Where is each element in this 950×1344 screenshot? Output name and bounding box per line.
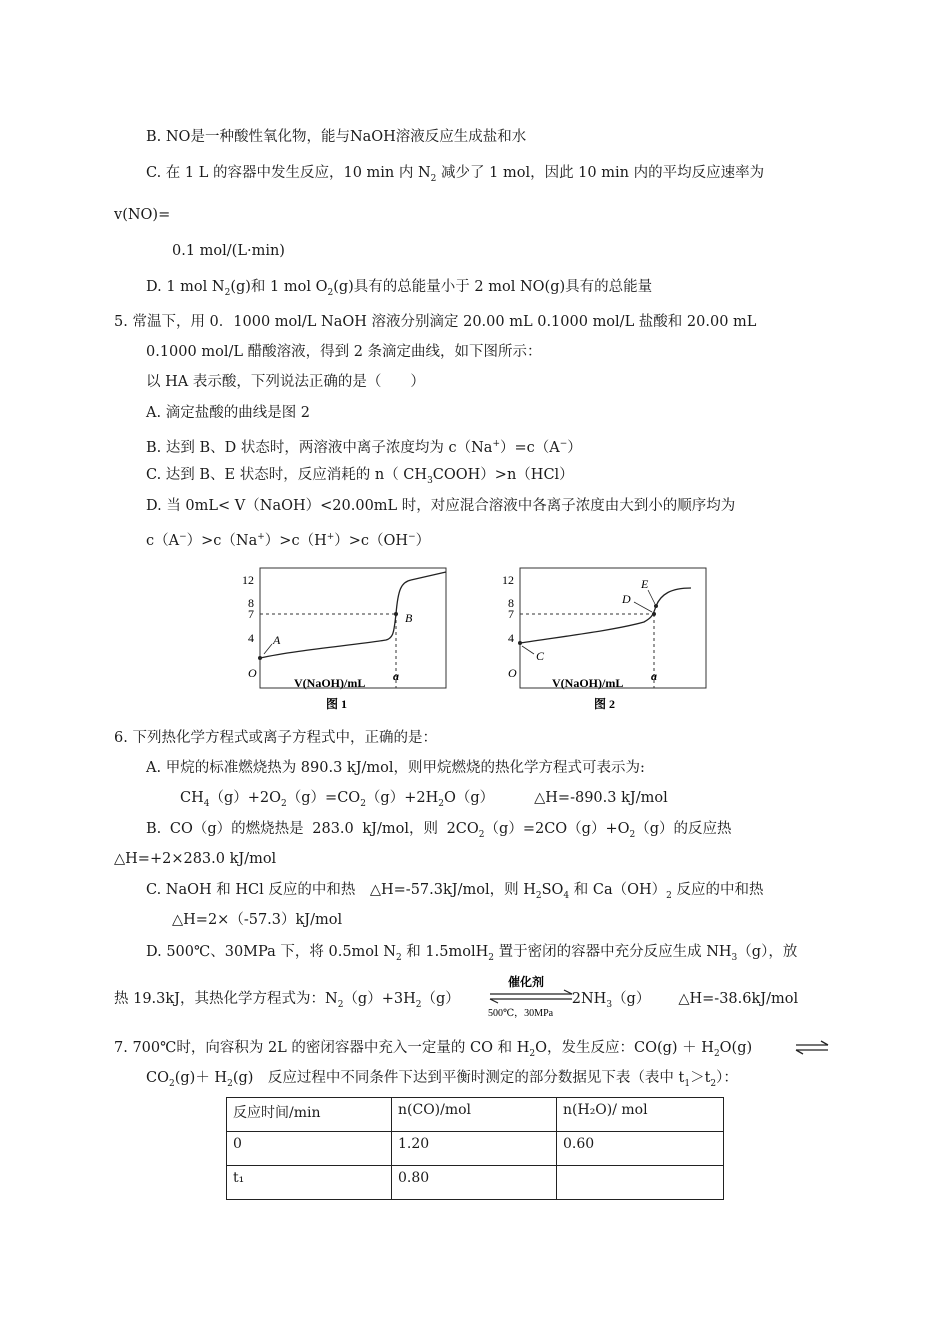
- q5-option-b: B. 达到 B、D 状态时，两溶液中离子浓度均为 c（Na+）=c（A−）: [146, 439, 582, 456]
- table-cell: 0.60: [557, 1132, 724, 1166]
- figure-2-point-e: [654, 604, 658, 608]
- q6-stem: 6. 下列热化学方程式或离子方程式中，正确的是：: [114, 730, 437, 746]
- q7-stem-line2: $CO_2(g)+ H_2(g)$ 反应过程中不同条件下达到平衡时测定的部分数据见下表（表中 $t_1>t_2$）：: [146, 1070, 738, 1089]
- table-cell: 1.20: [392, 1132, 557, 1166]
- figure-1-x-a: a: [393, 669, 399, 683]
- figure-2-label-e: E: [641, 577, 649, 591]
- figure-1-a-leader: [264, 644, 272, 654]
- figure-1-point-b: [394, 612, 398, 616]
- figure-1-label-b: B: [405, 611, 413, 625]
- q6-option-c: C. NaOH 和 HCl 反应的中和热 △H=-57.3kJ/mol，则 $H_2SO_4$ 和 $Ca(OH)_2$ 反应的中和热: [146, 882, 764, 901]
- figure-2-point-c: [518, 641, 522, 645]
- figure-2-tick-12: 12: [502, 573, 514, 587]
- q4-option-b: B. NO是一种酸性氧化物，能与NaOH溶液反应生成盐和水: [146, 129, 527, 145]
- figure-2-c-leader: [522, 646, 534, 654]
- q5-stem-line3: 以 HA 表示酸，下列说法正确的是（ ）: [146, 374, 425, 390]
- figure-1-xlabel: V(NaOH)/mL: [294, 676, 366, 690]
- q5-option-a: A. 滴定盐酸的曲线是图 2: [146, 405, 311, 421]
- q6-option-b: B. CO（g）的燃烧热是 283.0 kJ/mol，则 $2CO_2(g)=2CO(g)+O_2(g)$的反应热: [146, 821, 732, 840]
- table-header-row: [227, 1098, 724, 1132]
- q6-option-a: A. 甲烷的标准燃烧热为 890.3 kJ/mol，则甲烷燃烧的热化学方程式可表示为:: [146, 760, 645, 776]
- figure-2-origin: O: [508, 666, 517, 680]
- table-cell: 0: [227, 1132, 392, 1166]
- q7-stem-line1: 7. 700℃时，向容积为 2L 的密闭容器中充入一定量的 CO 和 $H_2O$，发生反应：$CO(g) + H_2O(g)$: [114, 1040, 753, 1059]
- figure-1-label-a: A: [273, 633, 281, 647]
- q6-option-d-equation: 热 19.3kJ，其热化学方程式为：$N_2(g)+3H_2(g)$ $2NH_3(g)$ △H=-38.6kJ/mol: [114, 991, 799, 1010]
- q5-option-d-order: c（A−）>c（Na+）>c（H+）>c（OH−）: [146, 532, 431, 549]
- q4-option-d: D. 1 mol $N_2(g)$和 1 mol $O_2(g)$具有的总能量小于 2 mol NO(g)具有的总能量: [146, 279, 653, 298]
- q5-option-d: D. 当 0mL< V（NaOH）<20.00mL 时，对应混合溶液中各离子浓度由大到小的顺序均为: [146, 498, 736, 514]
- table-header-cell: n(CO)/mol: [392, 1098, 557, 1132]
- figure-1-plot: [236, 560, 456, 715]
- figure-2-caption: 图 2: [594, 697, 616, 711]
- table-row: [227, 1132, 724, 1166]
- figure-2-point-d: [652, 612, 656, 616]
- figure-2-d-leader: [634, 602, 652, 612]
- conditions-label: 500℃，30MPa: [488, 1008, 554, 1019]
- figure-1-tick-12: 12: [242, 573, 254, 587]
- table-row: [227, 1166, 724, 1200]
- q6-option-b-dh: △H=+2×283.0 kJ/mol: [114, 851, 277, 867]
- figure-1-point-a: [258, 656, 262, 660]
- q6-option-c-dh: △H=2×（-57.3）kJ/mol: [172, 912, 343, 928]
- figure-2-label-d: D: [622, 592, 631, 606]
- figure-1-tick-7: 7: [248, 607, 254, 621]
- equilibrium-arrow-icon: [794, 1040, 830, 1060]
- figure-1-tick-4: 4: [248, 631, 254, 645]
- q6-option-a-equation: $CH_4(g)+2O_2(g)=CO_2(g)+2H_2O(g)$ △H=-890.3 kJ/mol: [180, 790, 668, 809]
- q5-stem-line2: 0.1000 mol/L 醋酸溶液，得到 2 条滴定曲线，如下图所示：: [146, 344, 542, 360]
- q5-option-c: C. 达到 B、E 状态时，反应消耗的 n（ $CH_3COOH)>n(HCl)$: [146, 467, 574, 486]
- figure-2-tick-8: 8: [508, 596, 514, 610]
- figure-2-e-leader: [648, 590, 655, 604]
- q6-option-d: D. 500℃、30MPa 下，将 0.5mol $N_2$ 和 1.5molH$_2$ 置于密闭的容器中充分反应生成 $NH_3(g)$，放: [146, 944, 798, 963]
- figure-2-xlabel: V(NaOH)/mL: [552, 676, 624, 690]
- figure-1-caption: 图 1: [326, 697, 348, 711]
- q5-stem-line1: 5. 常温下，用 0．1000 mol/L NaOH 溶液分别滴定 20.00 mL 0.1000 mol/L 盐酸和 20.00 mL: [114, 314, 757, 330]
- reversible-arrow-icon: [486, 972, 578, 1022]
- q4-option-c-value: 0.1 mol/(L·min): [172, 243, 285, 259]
- figure-2-curve: [520, 588, 691, 643]
- figure-1-frame: [260, 568, 446, 688]
- figure-1-tick-8: 8: [248, 596, 254, 610]
- q4-option-c-formula: v(NO)=: [114, 207, 171, 223]
- figure-1: [236, 560, 456, 719]
- reversible-arrow-conditions: [486, 972, 578, 1026]
- figure-2-label-c: C: [536, 649, 545, 663]
- figure-1-curve: [260, 572, 446, 658]
- figure-2-tick-7: 7: [508, 607, 514, 621]
- figure-2: [496, 560, 716, 719]
- table-header-cell: n(H₂O)/ mol: [557, 1098, 724, 1132]
- q4-option-c: C. 在 1 L 的容器中发生反应，10 min 内 $N_2$ 减少了 1 mol，因此 10 min 内的平均反应速率为: [146, 165, 765, 184]
- catalyst-label: 催化剂: [508, 975, 545, 989]
- table-cell: 0.80: [392, 1166, 557, 1200]
- table-cell: [557, 1166, 724, 1200]
- figure-2-tick-4: 4: [508, 631, 514, 645]
- q7-data-table: [226, 1097, 724, 1200]
- figure-1-origin: O: [248, 666, 257, 680]
- table-cell: t₁: [227, 1166, 392, 1200]
- figure-2-x-a: a: [651, 669, 657, 683]
- table-header-cell: 反应时间/min: [227, 1098, 392, 1132]
- figure-2-plot: [496, 560, 716, 715]
